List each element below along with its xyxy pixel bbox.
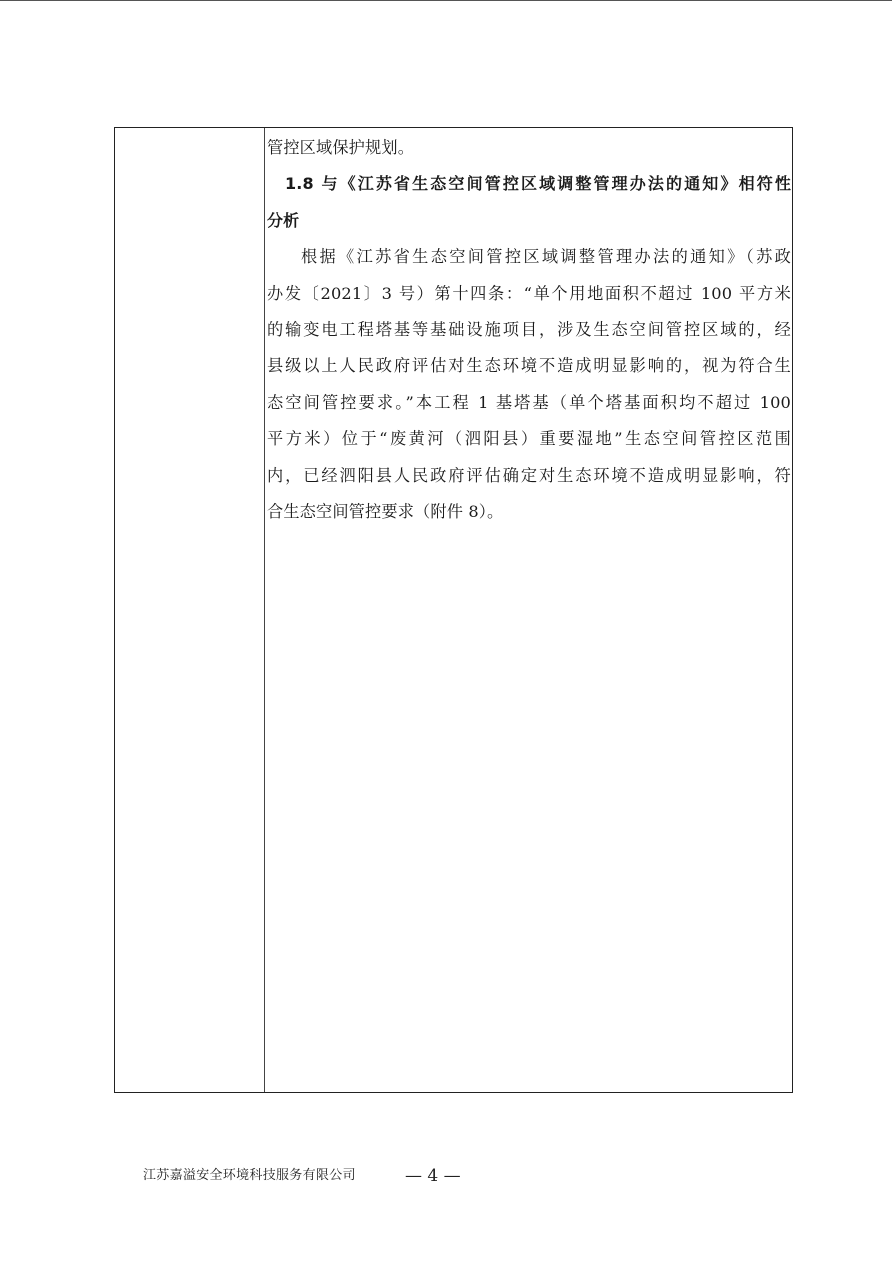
section-heading-continued: 分析: [267, 210, 300, 230]
paragraph-line: 合生态空间管控要求（附件 8）。: [267, 501, 504, 521]
paragraph-line: 根据《江苏省生态空间管控区域调整管理办法的通知》（苏政: [301, 247, 791, 267]
paragraph-line: 县级以上人民政府评估对生态环境不造成明显影响的，视为符合生: [267, 356, 791, 376]
section-heading: 1.8 与《江苏省生态空间管控区域调整管理办法的通知》相符性: [285, 174, 791, 194]
paragraph-line: 的输变电工程塔基等基础设施项目，涉及生态空间管控区域的，经: [267, 319, 791, 339]
paragraph-line: 态空间管控要求。”本工程 1 基塔基（单个塔基面积均不超过 100: [267, 392, 791, 412]
table-content-cell: [265, 128, 792, 1092]
paragraph-line: 平方米）位于“废黄河（泗阳县）重要湿地”生态空间管控区范围: [267, 429, 791, 449]
table-label-cell: [115, 128, 265, 1092]
paragraph-line: 内，已经泗阳县人民政府评估确定对生态环境不造成明显影响，符: [267, 465, 791, 485]
top-border-line: [0, 0, 892, 1]
footer-company-name: 江苏嘉溢安全环境科技服务有限公司: [143, 1168, 356, 1183]
paragraph-line: 办发〔2021〕3 号）第十四条：“单个用地面积不超过 100 平方米: [267, 283, 791, 303]
page-number: — 4 —: [405, 1166, 461, 1186]
content-table: [114, 127, 793, 1093]
paragraph-line: 管控区域保护规划。: [267, 138, 415, 157]
